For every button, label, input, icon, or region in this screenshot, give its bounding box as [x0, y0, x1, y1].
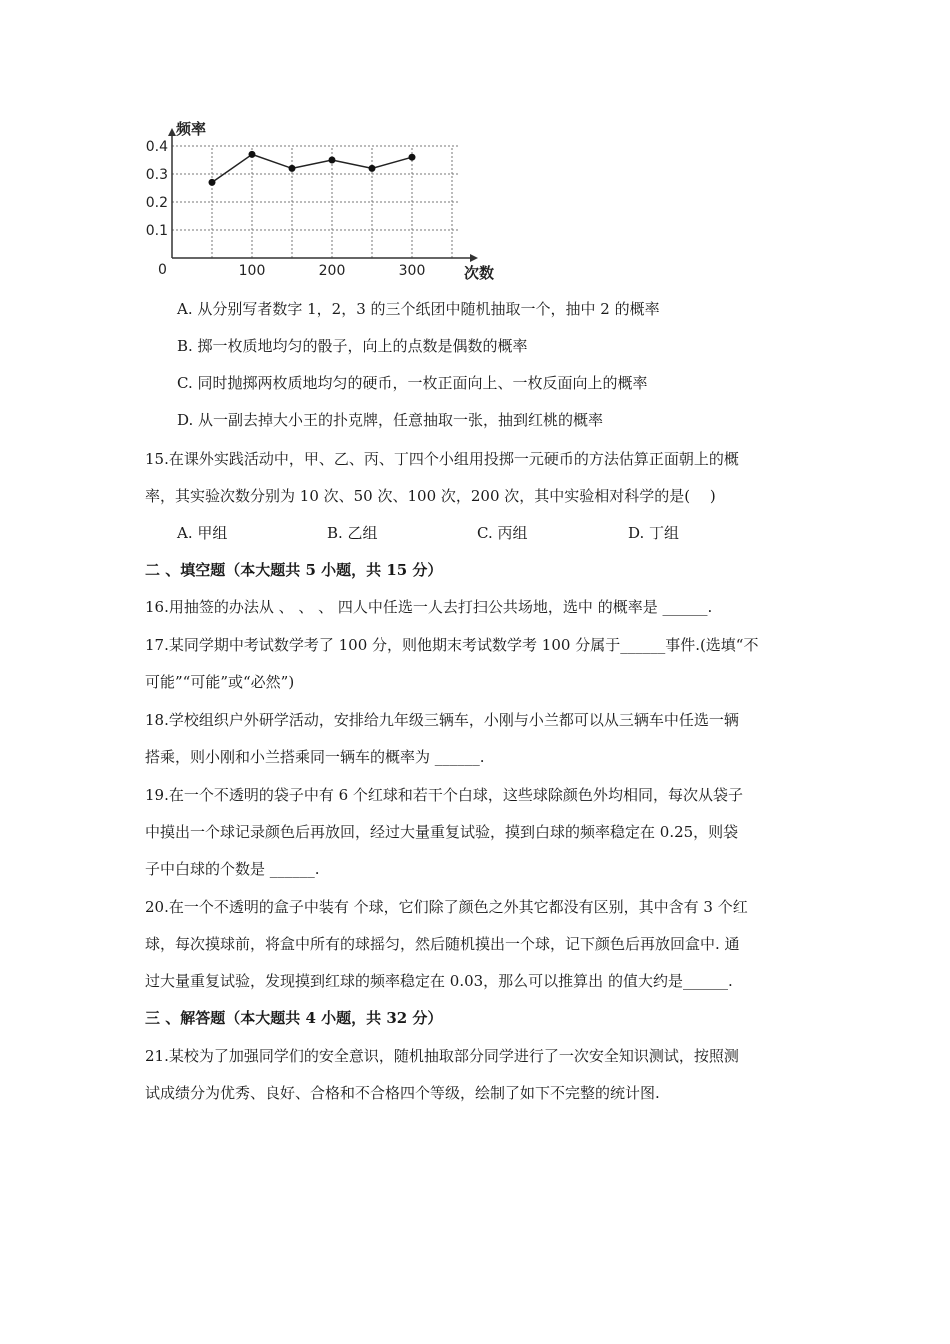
data-point — [409, 154, 416, 161]
x-tick-labels — [239, 263, 426, 279]
x-tick-label: 300 — [398, 263, 426, 279]
y-tick-label: 0.3 — [145, 167, 168, 183]
y-tick-label: 0.1 — [145, 223, 168, 239]
x-axis-arrow — [470, 254, 478, 262]
q19-line-1: 19.在一个不透明的袋子中有 6 个红球和若干个白球，这些球除颜色外均相同，每次从袋子 — [145, 786, 743, 804]
frequency-chart-svg — [138, 115, 495, 285]
y-axis-label: 频率 — [176, 120, 207, 138]
x-tick-label: 200 — [318, 263, 346, 279]
y-tick-labels — [146, 139, 168, 239]
origin-label: 0 — [158, 262, 167, 278]
q17-line-1: 17.某同学期中考试数学考了 100 分，则他期末考试数学考 100 分属于______事件.(选填“不 — [145, 636, 759, 654]
q15-option-c: C. 丙组 — [477, 524, 528, 542]
series-line — [212, 154, 412, 182]
q18-line-2: 搭乘，则小刚和小兰搭乘同一辆车的概率为 ______. — [145, 748, 485, 766]
q20-line-3: 过大量重复试验，发现摸到红球的频率稳定在 0.03，那么可以推算出 的值大约是______. — [145, 972, 733, 990]
x-axis-label: 次数 — [464, 264, 495, 282]
y-tick-label: 0.2 — [145, 195, 168, 211]
section-3-title: 三 、解答题（本大题共 4 小题，共 32 分） — [145, 1009, 443, 1027]
q14-option-d: D. 从一副去掉大小王的扑克牌，任意抽取一张，抽到红桃的概率 — [177, 411, 604, 429]
data-point — [329, 157, 336, 164]
q20-line-1: 20.在一个不透明的盒子中装有 个球，它们除了颜色之外其它都没有区别，其中含有 3 个红 — [145, 898, 748, 916]
q14-option-a: A. 从分别写者数字 1，2，3 的三个纸团中随机抽取一个，抽中 2 的概率 — [177, 300, 660, 318]
q15-line-1: 15.在课外实践活动中，甲、乙、丙、丁四个小组用投掷一元硬币的方法估算正面朝上的概 — [145, 450, 739, 468]
q21-line-2: 试成绩分为优秀、良好、合格和不合格四个等级，绘制了如下不完整的统计图. — [145, 1084, 660, 1102]
q19-line-3: 子中白球的个数是 ______. — [145, 860, 320, 878]
q15-line-2: 率，其实验次数分别为 10 次、50 次、100 次，200 次，其中实验相对科学的是( ) — [145, 487, 716, 505]
q19-line-2: 中摸出一个球记录颜色后再放回，经过大量重复试验，摸到白球的频率稳定在 0.25，则袋 — [145, 823, 739, 841]
series-points — [209, 151, 416, 186]
q16: 16.用抽签的办法从 、 、 、 四人中任选一人去打扫公共场地，选中 的概率是 ______. — [145, 598, 713, 616]
q15-option-b: B. 乙组 — [327, 524, 378, 542]
y-tick-label: 0.4 — [145, 139, 168, 155]
data-point — [209, 179, 216, 186]
q17-line-2: 可能”“可能”或“必然”) — [145, 673, 295, 691]
q15-option-a: A. 甲组 — [177, 524, 228, 542]
q21-line-1: 21.某校为了加强同学们的安全意识，随机抽取部分同学进行了一次安全知识测试，按照测 — [145, 1047, 739, 1065]
section-2-title: 二 、填空题（本大题共 5 小题，共 15 分） — [145, 561, 443, 579]
q18-line-1: 18.学校组织户外研学活动，安排给九年级三辆车，小刚与小兰都可以从三辆车中任选一辆 — [145, 711, 739, 729]
data-point — [249, 151, 256, 158]
q14-option-b: B. 掷一枚质地均匀的骰子，向上的点数是偶数的概率 — [177, 337, 528, 355]
x-tick-label: 100 — [238, 263, 266, 279]
y-axis-arrow — [168, 128, 176, 136]
frequency-chart — [138, 115, 495, 289]
q15-option-d: D. 丁组 — [628, 524, 680, 542]
q20-line-2: 球，每次摸球前，将盒中所有的球摇匀，然后随机摸出一个球，记下颜色后再放回盒中. 通 — [145, 935, 740, 953]
q14-option-c: C. 同时抛掷两枚质地均匀的硬币，一枚正面向上、一枚反面向上的概率 — [177, 374, 648, 392]
data-point — [369, 165, 376, 172]
data-point — [289, 165, 296, 172]
